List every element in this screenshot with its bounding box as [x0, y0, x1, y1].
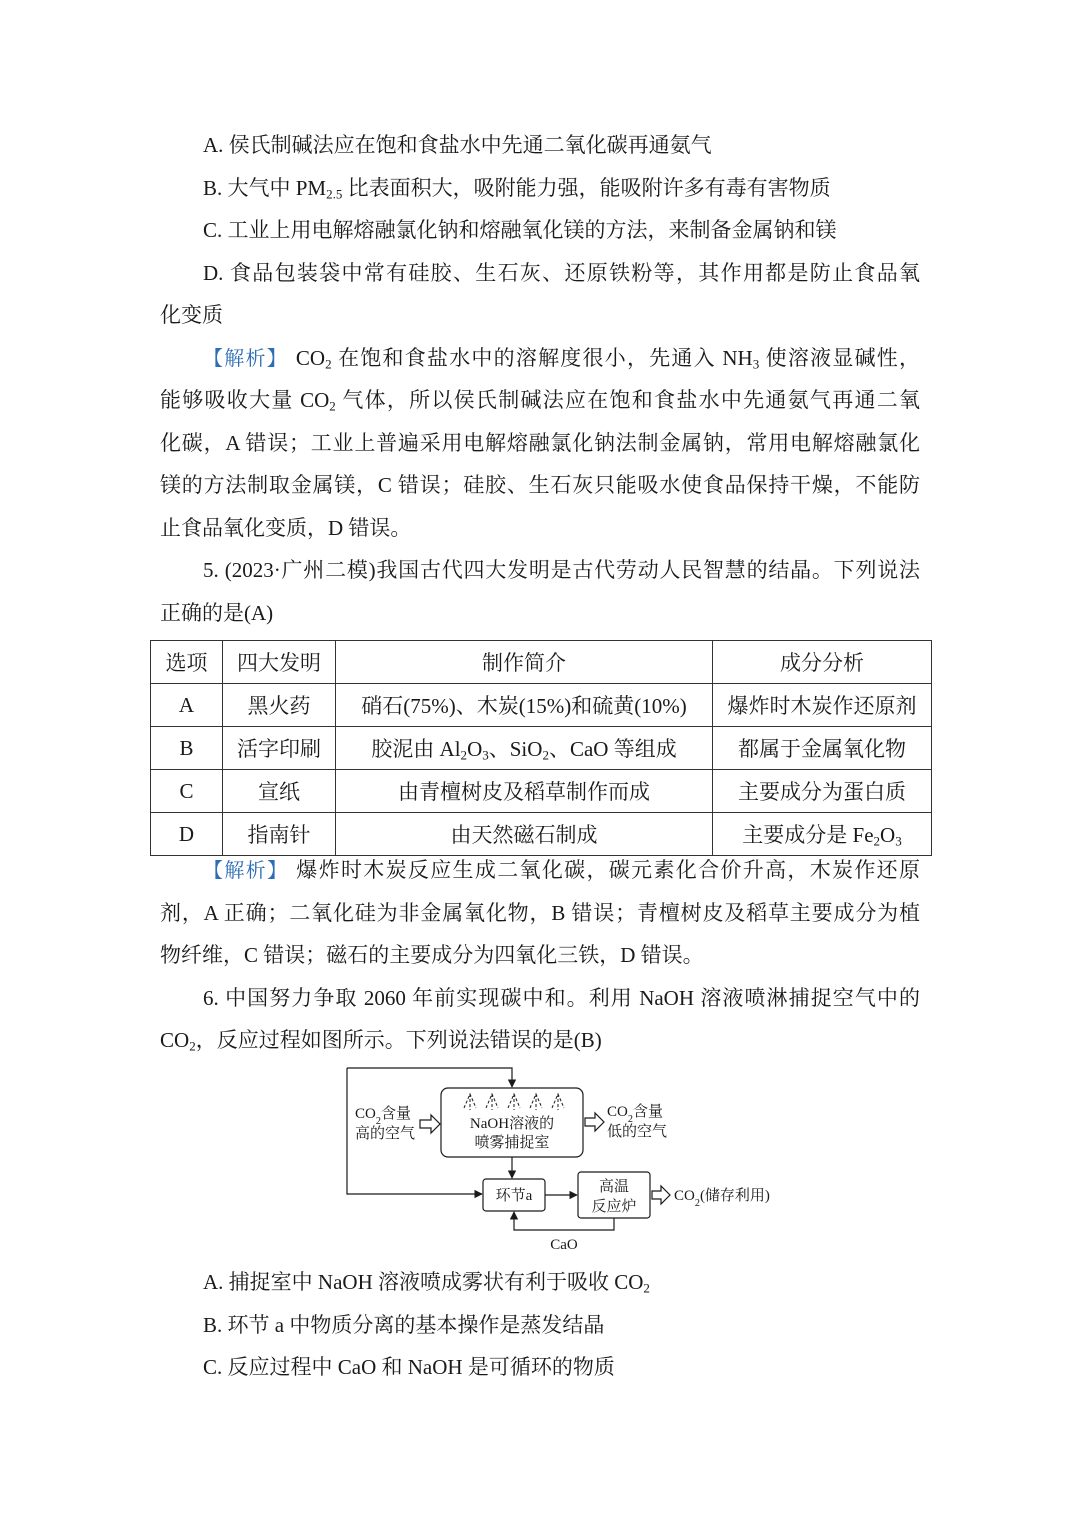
- spray-arrow: [508, 1094, 520, 1110]
- text-run: 剂，A 正确；二氧化硅为非金属氧化物，B 错误；青檀树皮及稻草主要成分为植: [160, 900, 920, 925]
- text-run: B. 环节 a 中物质分离的基本操作是蒸发结晶: [203, 1312, 605, 1337]
- text-run: (储存利用): [699, 1188, 770, 1204]
- text-run: O: [467, 737, 483, 761]
- q6-option-c: [160, 1346, 920, 1389]
- co2-storage-label: [674, 1186, 770, 1209]
- table-cell-intro: [336, 727, 713, 770]
- spray-icon: [464, 1094, 564, 1110]
- table-cell-option: B: [151, 727, 223, 770]
- spray-arrow: [486, 1094, 498, 1110]
- table-cell-invention: 活字印刷: [223, 727, 336, 770]
- table-cell-analysis: [713, 727, 932, 770]
- text-run: 由天然磁石制成: [450, 823, 598, 847]
- text-run: 化变质: [160, 303, 223, 327]
- spray-arrow: [552, 1094, 564, 1110]
- analysis-label: 【解析】: [203, 858, 289, 882]
- text-run: CO: [355, 1106, 376, 1122]
- subscript: 2: [627, 1113, 633, 1125]
- furnace-label-line2: [591, 1198, 636, 1215]
- subscript: 3: [895, 833, 902, 849]
- table-cell-intro: [336, 770, 713, 813]
- q5-stem-line: [160, 549, 920, 592]
- text-run: NaOH溶液的: [469, 1116, 555, 1132]
- table-cell-invention: 黑火药: [223, 684, 336, 727]
- text-run: 由青檀树皮及稻草制作而成: [398, 780, 650, 804]
- q5-stem-line: [160, 592, 920, 635]
- table-cell-intro: [336, 684, 713, 727]
- table-row: [151, 727, 932, 770]
- q4-option-b: [160, 167, 920, 210]
- q5-analysis-line: [160, 934, 920, 977]
- text-run: 镁的方法制取金属镁，C 错误；硅胶、生石灰只能吸水使食品保持干燥，不能防: [160, 473, 920, 497]
- co2-capture-process-diagram: [340, 1060, 790, 1260]
- recycle-line-to-chamber: [347, 1068, 512, 1087]
- four-inventions-table: [150, 640, 932, 856]
- subscript: 2: [189, 1038, 196, 1054]
- text-run: D. 食品包装袋中常有硅胶、生石灰、还原铁粉等，其作用都是防止食品氧: [203, 260, 920, 285]
- subscript: 3: [752, 356, 760, 372]
- text-run: 都属于金属氧化物: [738, 737, 906, 761]
- output-air-label-line2: [607, 1122, 667, 1140]
- chamber-label-line1: [470, 1114, 554, 1132]
- text-run: C. 工业上用电解熔融氯化钠和熔融氧化镁的方法，来制备金属钠和镁: [203, 218, 837, 242]
- q4-option-d: [160, 252, 920, 295]
- chamber-label-line2: [474, 1134, 549, 1151]
- subscript: 3: [482, 747, 489, 763]
- q4-option-a: [160, 124, 920, 167]
- text-run: 主要成分为蛋白质: [738, 780, 906, 804]
- subscript: 2: [325, 356, 332, 372]
- text-run: ，反应过程如图所示。下列说法错误的是(B): [195, 1028, 602, 1052]
- analysis-text: [296, 346, 920, 370]
- text-run: 、SiO: [488, 737, 543, 761]
- table-header: 四大发明: [223, 641, 336, 684]
- text-run: 含量: [380, 1106, 411, 1122]
- text-run: 硝石(75%)、木炭(15%)和硫黄(10%): [361, 694, 687, 718]
- text-run: C. 反应过程中 CaO 和 NaOH 是可循环的物质: [203, 1355, 615, 1379]
- subscript: 2: [375, 1115, 381, 1127]
- subscript: 2: [460, 747, 468, 763]
- text-run: 化碳，A 错误；工业上普遍采用电解熔融氯化钠法制金属钠，常用电解熔融氯化: [160, 430, 920, 455]
- text-run: 6. 中国努力争取 2060 年前实现碳中和。利用 NaOH 溶液喷淋捕捉空气中的: [203, 985, 920, 1010]
- question-6-options: [160, 1261, 920, 1389]
- text-run: 主要成分是 Fe: [742, 823, 874, 847]
- table-row: [151, 684, 932, 727]
- q4-analysis-line: [160, 337, 920, 380]
- input-air-label-line2: [355, 1124, 415, 1142]
- q6-stem-line: [160, 977, 920, 1020]
- q4-analysis-line: [160, 379, 920, 422]
- text-run: 、CaO 等组成: [548, 737, 677, 761]
- text-run: 比表面积大，吸附能力强，能吸附许多有毒有害物质: [342, 175, 831, 200]
- text-run: 使溶液显碱性，: [759, 345, 921, 370]
- table-header: 选项: [151, 641, 223, 684]
- text-run: 正确的是(A): [160, 600, 274, 625]
- table-cell-invention: 指南针: [223, 813, 336, 856]
- q6-option-a: [160, 1261, 920, 1304]
- text-run: CO: [295, 345, 326, 370]
- hollow-arrow-product-icon: [652, 1186, 670, 1204]
- subscript: 2: [694, 1197, 700, 1209]
- text-run: 物纤维，C 错误；磁石的主要成分为四氧化三铁，D 错误。: [160, 943, 704, 967]
- table-row: [151, 770, 932, 813]
- q4-analysis-line: [160, 464, 920, 507]
- text-run: 5. (2023·广州二模)我国古代四大发明是古代劳动人民智慧的结晶。下列说法: [203, 558, 920, 582]
- analysis-label: 【解析】: [203, 345, 288, 370]
- text-run: 爆炸时木炭反应生成二氧化碳，碳元素化合价升高，木炭作还原: [296, 858, 921, 882]
- text-run: CO: [160, 1028, 190, 1052]
- text-run: A. 侯氏制碱法应在饱和食盐水中先通二氧化碳再通氨气: [203, 133, 712, 157]
- analysis-text: [296, 858, 920, 882]
- q4-option-c: [160, 209, 920, 252]
- table-cell-option: A: [151, 684, 223, 727]
- q5-analysis-line: [160, 849, 920, 892]
- text-run: CO: [674, 1188, 695, 1204]
- text-run: 能够吸收大量 CO: [160, 388, 330, 412]
- q4-option-d-continued: [160, 294, 920, 337]
- furnace-label-line1: [599, 1177, 629, 1195]
- spray-arrow: [530, 1094, 542, 1110]
- subscript: 2.5: [326, 186, 343, 202]
- q6-stem-line: [160, 1019, 920, 1062]
- hollow-arrow-in-icon: [420, 1115, 440, 1133]
- text-run: 止食品氧化变质，D 错误。: [160, 515, 412, 540]
- text-run: O: [880, 823, 896, 847]
- text-run: 高的空气: [355, 1126, 416, 1142]
- q4-analysis-line: [160, 422, 920, 465]
- text-run: CaO: [550, 1237, 578, 1253]
- q5-analysis-line: [160, 892, 920, 935]
- subscript: 2: [643, 1280, 650, 1296]
- text-run: 高温: [598, 1179, 630, 1195]
- subscript: 2: [542, 747, 549, 763]
- table-cell-option: C: [151, 770, 223, 813]
- input-air-label-line1: [355, 1105, 411, 1127]
- table-header: 制作简介: [336, 641, 713, 684]
- subscript: 2: [329, 398, 336, 414]
- text-run: B. 大气中 PM: [203, 175, 327, 200]
- text-run: 反应炉: [591, 1199, 637, 1215]
- cao-label: [550, 1237, 578, 1253]
- text-run: 喷雾捕捉室: [474, 1135, 550, 1151]
- table-header-row: [151, 641, 932, 684]
- q6-option-b: [160, 1304, 920, 1347]
- spray-arrow: [464, 1094, 476, 1110]
- output-air-label-line1: [607, 1103, 663, 1125]
- step-a-label: [496, 1186, 533, 1204]
- hollow-arrow-out-icon: [585, 1113, 604, 1131]
- subscript: 2: [873, 833, 881, 849]
- question-4-section: [160, 124, 920, 634]
- text-run: 气体，所以侯氏制碱法应在饱和食盐水中先通氨气再通二氧: [335, 388, 921, 412]
- text-run: 环节a: [495, 1188, 533, 1204]
- text-run: CO: [607, 1104, 628, 1120]
- table-cell-option: D: [151, 813, 223, 856]
- text-run: 胶泥由 Al: [371, 737, 461, 761]
- table-cell-analysis: [713, 770, 932, 813]
- question-5-analysis-section: [160, 849, 920, 1062]
- text-run: A. 捕捉室中 NaOH 溶液喷成雾状有利于吸收 CO: [203, 1270, 644, 1294]
- q4-analysis-line: [160, 507, 920, 550]
- table-cell-invention: 宣纸: [223, 770, 336, 813]
- table-header: 成分分析: [713, 641, 932, 684]
- text-run: 低的空气: [607, 1124, 668, 1140]
- text-run: 在饱和食盐水中的溶解度很小，先通入 NH: [331, 345, 753, 370]
- table-cell-analysis: [713, 684, 932, 727]
- text-run: 爆炸时木炭作还原剂: [727, 694, 917, 718]
- text-run: 含量: [632, 1104, 663, 1120]
